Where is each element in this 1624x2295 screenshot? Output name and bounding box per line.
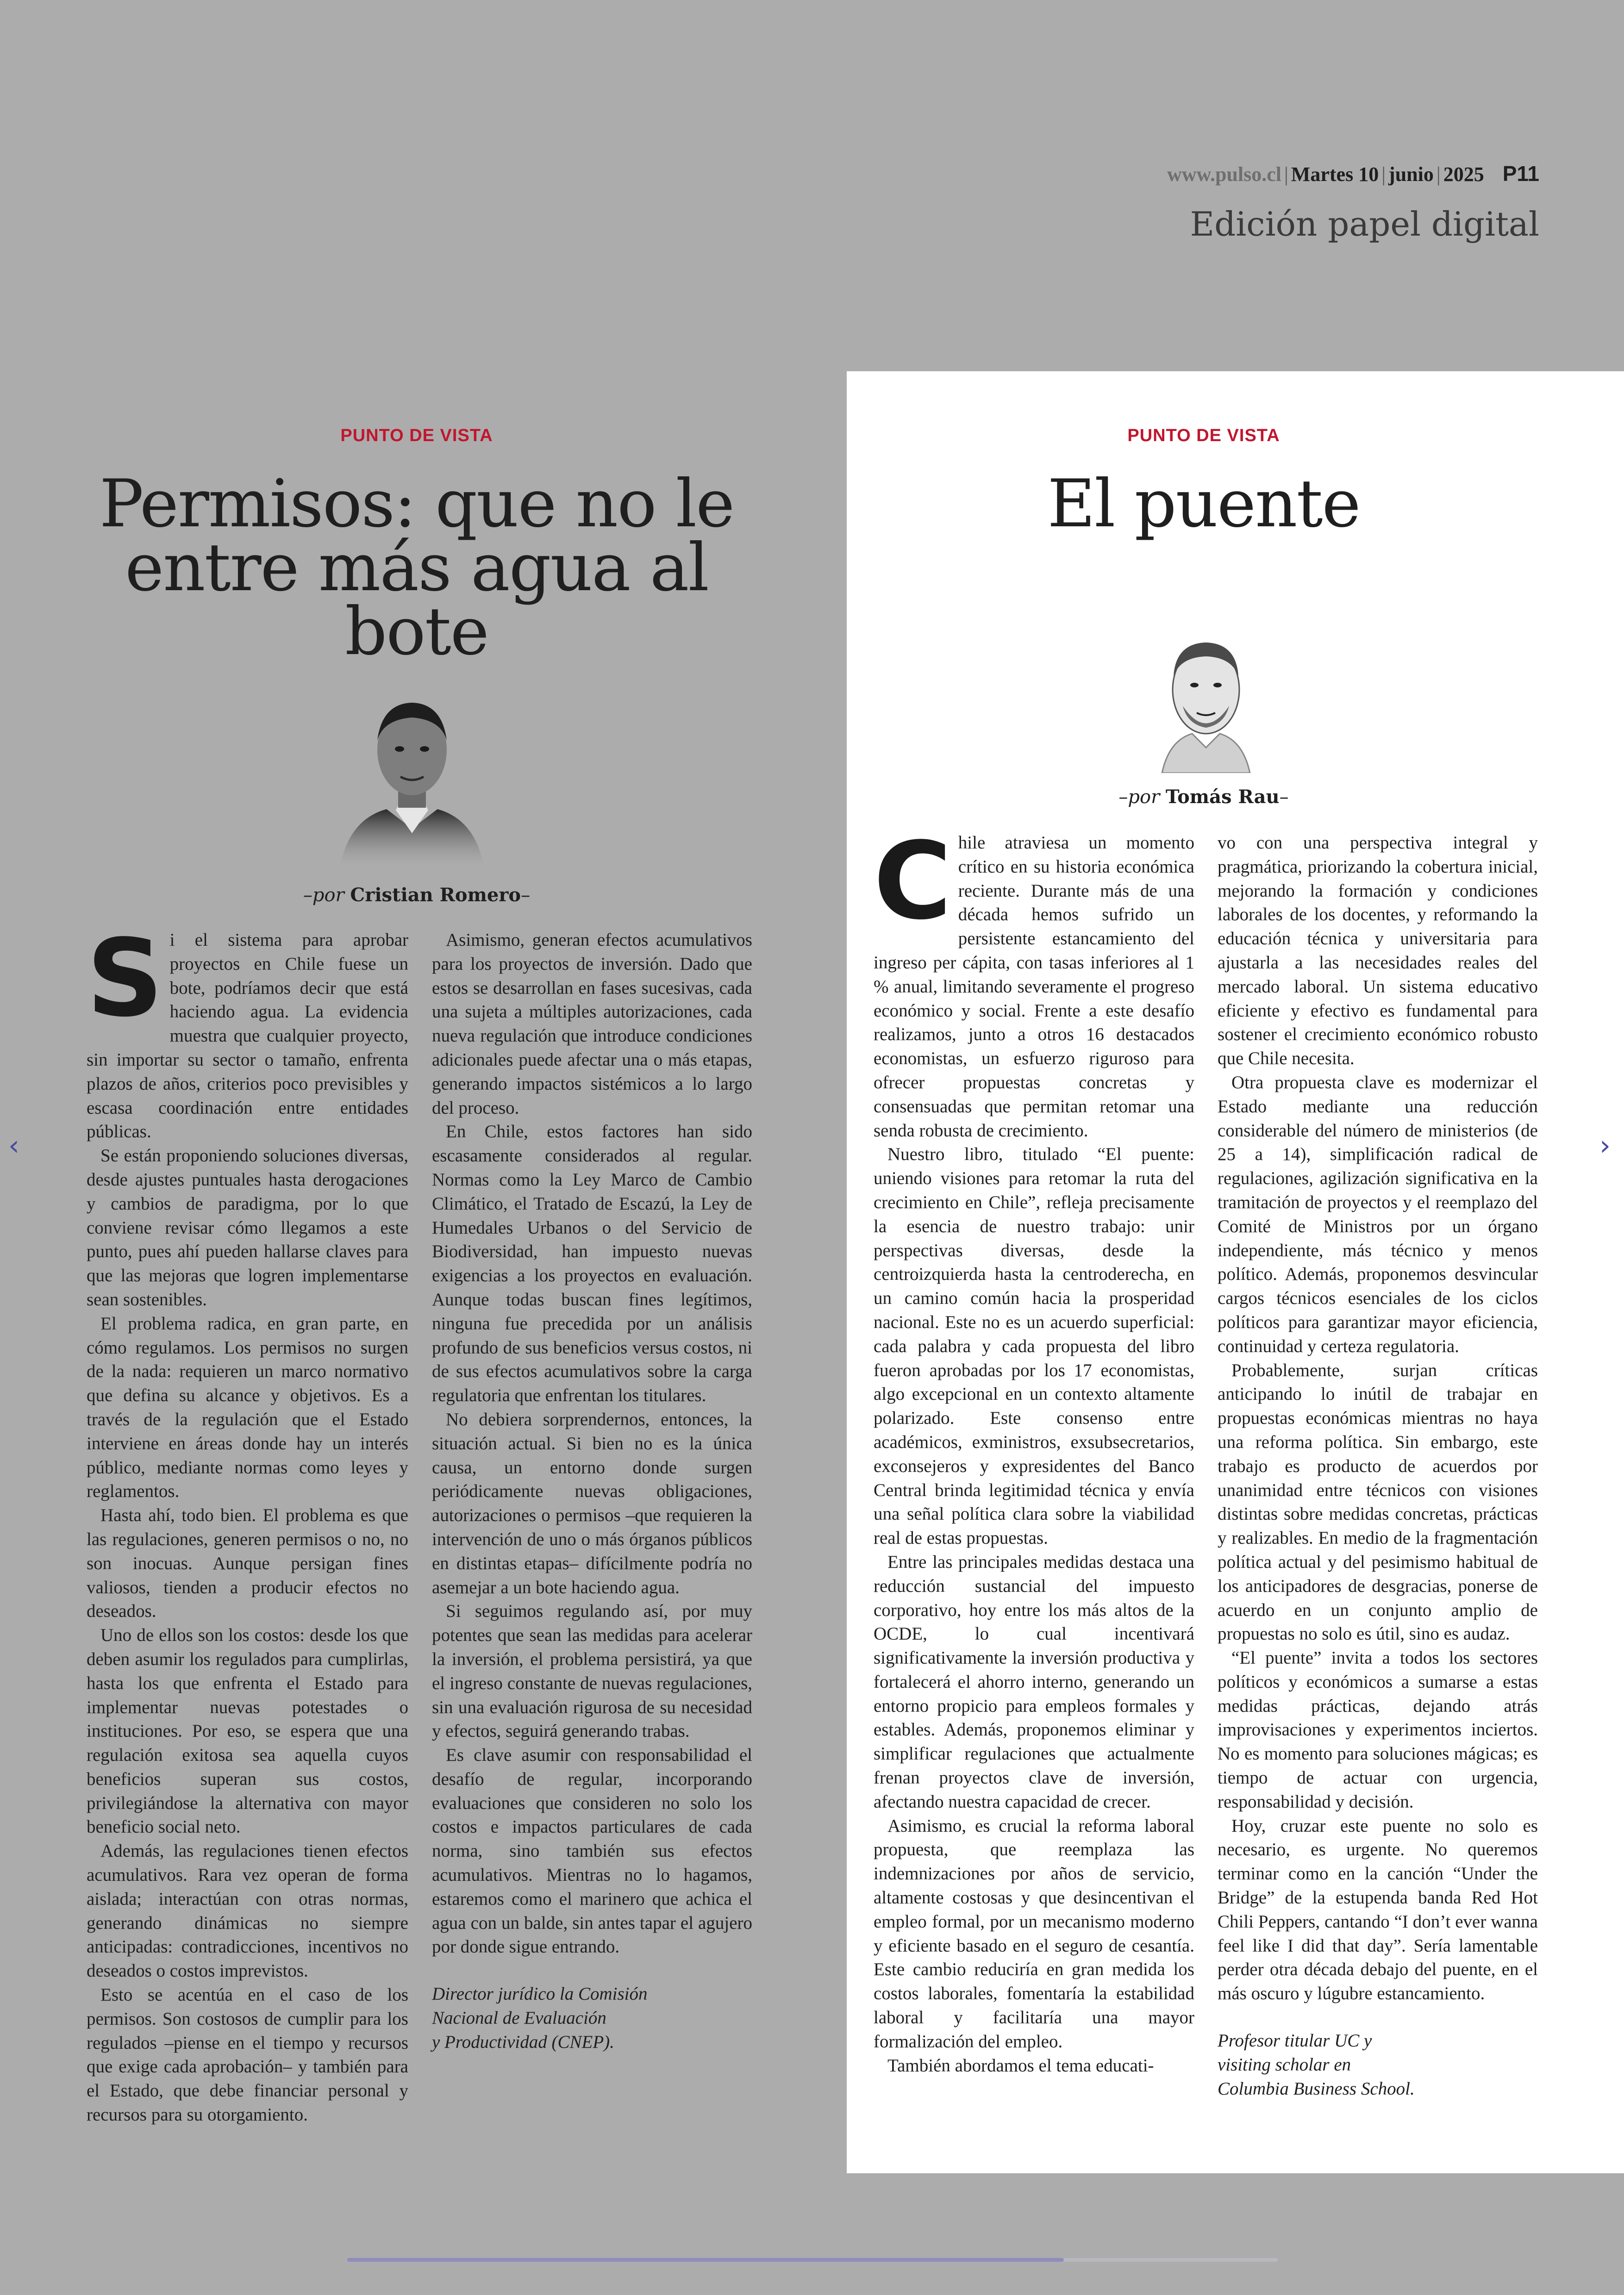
drop-cap: C xyxy=(874,820,952,943)
next-page-icon[interactable]: › xyxy=(1599,1129,1611,1162)
right-article-column-2 xyxy=(1218,831,1538,2101)
author-signature: Director jurídico la Comisión Nacional de Evaluación y Productividad (CNEP). xyxy=(432,1984,648,2052)
paragraph: Probablemente, surjan críticas anticipando lo inútil de trabajar en propuestas económicas mientras no haya una reforma política. Sin embargo, este trabajo es producto de acuerdos por unanimidad entre técnicos con visiones distintas sobre medidas concretas, prácticas y realizables. En medio de la fragmentación política actual y del pesimismo habitual de los anticipadores de desgracias, ponerse de acuerdo en un conjunto amplio de propuestas no solo es útil, sino es audaz. xyxy=(1218,1360,1538,1644)
left-author-name: Cristian Romero xyxy=(350,884,521,906)
right-author-name: Tomás Rau xyxy=(1165,786,1280,808)
page-number: P11 xyxy=(1502,162,1539,186)
paragraph: En Chile, estos factores han sido escasamente considerados al regular. Normas como la Ley Marco de Cambio Climático, el Tratado de Escazú, la Ley de Humedales Urbanos o del Servicio de Biodiversidad, han impuesto nuevas exigencias a los proyectos en evaluación. Aunque todas buscan fines legítimos, ninguna fue precedida por un análisis profundo de sus beneficios versus costos, ni de sus efectos acumulativos sobre la carga regulatoria que enfrentan los titulares. xyxy=(432,1122,752,1406)
right-byline: –por Tomás Rau– xyxy=(1118,786,1289,808)
header-month: junio xyxy=(1388,163,1434,186)
paragraph: Hoy, cruzar este puente no solo es necesario, es urgente. No queremos terminar como en la canción “Under the Bridge” de la estupenda banda Red Hot Chili Peppers, cantando “I don’t ever wanna feel like I did that day”. Sería lamentable perder otra década debajo del puente, en el más oscuro y lúgubre estancamiento. xyxy=(1218,1815,1538,2004)
paragraph: Asimismo, es crucial la reforma laboral propuesta, que reemplaza las indemnizaciones por años de servicio, altamente costosas y que desincentivan el empleo formal, por un mecanismo moderno y eficiente basado en el seguro de cesantía. Este cambio reduciría en gran medida los costos laborales, fomentaría la estabilidad laboral y facilitaría una mayor formalización del empleo. xyxy=(874,1815,1194,2052)
paragraph: Se están proponiendo soluciones diversas, desde ajustes puntuales hasta derogaciones y cambios de paradigma, por lo que conviene revisar cómo llegamos a este punto, pues ahí pueden hallarse claves para que las mejoras que logren implementarse sean sostenibles. xyxy=(87,1146,408,1310)
header-date: Martes 10 xyxy=(1291,163,1379,186)
author-portrait-rau xyxy=(1148,625,1264,773)
right-section-label: PUNTO DE VISTA xyxy=(1127,426,1280,445)
site-url[interactable]: www.pulso.cl xyxy=(1167,163,1282,186)
paragraph: Chile atraviesa un momento crítico en su historia económica reciente. Durante más de una década hemos sufrido un persistente estancamiento del ingreso per cápita, con tasas inferiores al 1 % anual, limitando severamente el progreso económico y social. Frente a este desafío realizamos, junto a otros 16 destacados economistas, un esfuerzo riguroso para ofrecer propuestas concretas y consensuadas que permitan retomar una senda robusta de crecimiento. xyxy=(874,820,1194,1141)
page-scrollbar[interactable] xyxy=(347,2258,1278,2262)
paragraph: El problema radica, en gran parte, en cómo regulamos. Los permisos no surgen de la nada: requieren un marco normativo que defina su alcance y objetivos. Es a través de la regulación que el Estado interviene en áreas donde hay un interés público, mediante normas como leyes y reglamentos. xyxy=(87,1313,408,1502)
paragraph: Además, las regulaciones tienen efectos acumulativos. Rara vez operan de forma aislada; interactúan con otras normas, generando dinámicas no siempre anticipadas: contradicciones, incentivos no deseados o costos imprevistos. xyxy=(87,1841,408,1981)
edition-title: Edición papel digital xyxy=(1190,205,1539,243)
paragraph: Esto se acentúa en el caso de los permisos. Son costosos de cumplir para los regulados –piense en el tiempo y recursos que exige cada aprobación– y también para el Estado, que debe financiar personal y recursos para su otorgamiento. xyxy=(87,1985,408,2125)
paragraph: Si el sistema para aprobar proyectos en Chile fuese un bote, podríamos decir que está haciendo agua. La evidencia muestra que cualquier proyecto, sin importar su sector o tamaño, enfrenta plazos de años, criterios poco previsibles y escasa coordinación entre entidades públicas. xyxy=(87,917,408,1142)
paragraph: Otra propuesta clave es modernizar el Estado mediante una reducción considerable del número de ministerios (de 25 a 14), simplificación radical de regulaciones, agilización significativa en la tramitación de proyectos y el reemplazo del Comité de Ministros por un órgano independiente, más técnico y menos político. Además, proponemos desvincular cargos técnicos esenciales de los ciclos políticos para garantizar mayor eficiencia, continuidad y certeza regulatoria. xyxy=(1218,1072,1538,1356)
left-article-column-1 xyxy=(87,917,408,2127)
paragraph: Si seguimos regulando así, por muy potentes que sean las medidas para acelerar la inversión, el problema persistirá, ya que el ingreso constante de nuevas regulaciones, sin una evaluación rigurosa de su necesidad y efectos, seguirá generando trabas. xyxy=(432,1601,752,1741)
paragraph: Uno de ellos son los costos: desde los que deben asumir los regulados para cumplirlas, hasta los que enfrenta el Estado para implementar nuevas potestades o instituciones. Por eso, se espera que una regulación exitosa sea aquella cuyos beneficios superan sus costos, privilegiándose la alternativa con mayor beneficio social neto. xyxy=(87,1625,408,1837)
left-article-title: Permisos: que no le entre más agua al bote xyxy=(99,466,734,670)
right-article-title: El puente xyxy=(1047,466,1360,542)
header-year: 2025 xyxy=(1443,163,1484,186)
paragraph: Es clave asumir con responsabilidad el desafío de regular, incorporando evaluaciones que consideren no solo los costos e impactos particulares de cada norma, sino también sus efectos acumulativos. Mientras no lo hagamos, estaremos como el marinero que achica el agua con un balde, sin antes tapar el agujero por donde sigue entrando. xyxy=(432,1745,752,1957)
paragraph: Nuestro libro, titulado “El puente: uniendo visiones para retomar la ruta del crecimiento en Chile”, refleja precisamente la esencia de nuestro trabajo: unir perspectivas diversas, desde la centroizquierda hasta la centroderecha, en un camino común hacia la prosperidad nacional. Este no es un acuerdo superficial: cada palabra y cada propuesta del libro fueron aprobadas por los 17 economistas, algo excepcional en un contexto altamente polarizado. Este consenso entre académicos, exministros, exsubsecretarios, exconsejeros y expresidentes del Banco Central brinda legitimidad técnica y envía una señal política clara sobre la viabilidad real de estas propuestas. xyxy=(874,1144,1194,1548)
left-byline: –por Cristian Romero– xyxy=(303,884,531,906)
paragraph: También abordamos el tema educati- xyxy=(887,2055,1154,2076)
page-header: www.pulso.cl | Martes 10 | junio | 2025 P11 xyxy=(1167,162,1539,186)
author-signature: Profesor titular UC y visiting scholar en Columbia Business School. xyxy=(1218,2031,1415,2099)
author-portrait-romero xyxy=(331,694,493,866)
paragraph: Asimismo, generan efectos acumulativos para los proyectos de inversión. Dado que estos se desarrollan en fases sucesivas, cada una sujeta a múltiples autorizaciones, cada nueva regulación que introduce condiciones adicionales puede afectar una o más etapas, generando impactos sistémicos a lo largo del proceso. xyxy=(432,930,752,1118)
paragraph: Entre las principales medidas destaca una reducción sustancial del impuesto corporativo, hoy entre los más altos de la OCDE, lo cual incentivará significativamente la inversión productiva y fortalecerá el ahorro interno, generando un entorno propicio para empleos formales y estables. Además, proponemos eliminar y simplificar regulaciones que actualmente frenan proyectos clave de inversión, afectando nuestra capacidad de crecer. xyxy=(874,1552,1194,1812)
left-section-label: PUNTO DE VISTA xyxy=(340,426,493,445)
paragraph: “El puente” invita a todos los sectores políticos y económicos a sumarse a estas medidas prácticas, dejando atrás improvisaciones y experimentos inciertos. No es momento para soluciones mágicas; es tiempo de actuar con urgencia, responsabilidad y decisión. xyxy=(1218,1648,1538,1812)
drop-cap: S xyxy=(87,917,163,1041)
left-article-column-2 xyxy=(432,928,752,2054)
prev-page-icon[interactable]: ‹ xyxy=(8,1129,19,1162)
scrollbar-thumb[interactable] xyxy=(347,2258,1064,2262)
right-article-column-1 xyxy=(874,820,1194,2077)
paragraph: No debiera sorprendernos, entonces, la situación actual. Si bien no es la única causa, un entorno donde surgen periódicamente nuevas obligaciones, autorizaciones o permisos –que requieren la intervención de uno o más órganos públicos en distintas etapas– difícilmente podría no asemejar a un bote haciendo agua. xyxy=(432,1409,752,1597)
paragraph: Hasta ahí, todo bien. El problema es que las regulaciones, generen permisos o no, no son inocuas. Aunque persigan fines valiosos, tienden a producir efectos no deseados. xyxy=(87,1505,408,1621)
paragraph: vo con una perspectiva integral y pragmática, priorizando la cobertura inicial, mejorando la formación y condiciones laborales de los docentes, y reformando la educación técnica y universitaria para ajustarla a las necesidades reales del mercado laboral. Un sistema educativo eficiente y efectivo es fundamental para sostener el crecimiento económico robusto que Chile necesita. xyxy=(1218,833,1538,1069)
